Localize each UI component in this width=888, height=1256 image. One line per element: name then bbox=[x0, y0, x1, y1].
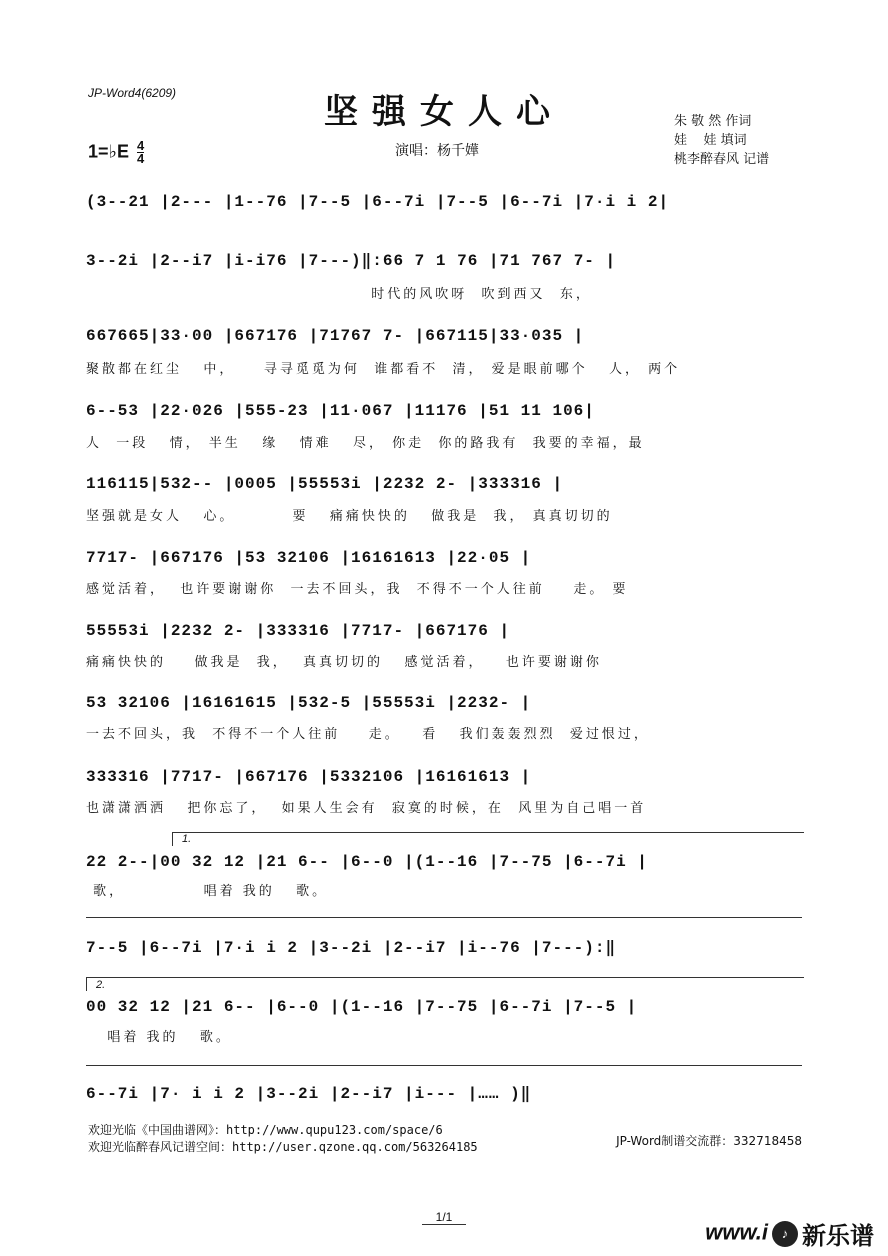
time-signature bbox=[137, 140, 144, 165]
volta-1-label: 1. bbox=[182, 833, 192, 845]
score-line-12: 00 32 12 |21 6-- |6--0 |(1--16 |7--75 |6--7i |7--5 | bbox=[86, 998, 638, 1016]
lyric-line-10: 歌， 唱着 我的 歌。 bbox=[86, 884, 329, 899]
score-line-9: 333316 |7717- |667176 |5332106 |16161613 | bbox=[86, 768, 532, 786]
score-line-5: 116115|532-- |0005 |55553i |2232 2- |333316 | bbox=[86, 475, 564, 493]
volta-2-continuation bbox=[86, 1065, 802, 1066]
lyric-line-8: 一去不回头，我 不得不一个人往前 走。 看 我们轰轰烈烈 爱过恨过， bbox=[86, 727, 650, 742]
footer-link-qzone[interactable]: 欢迎光临醉春风记谱空间：http://user.qzone.qq.com/563264185 bbox=[88, 1140, 478, 1154]
music-disc-icon: ♪ bbox=[772, 1221, 798, 1247]
watermark-brand bbox=[705, 1216, 874, 1251]
brand-prefix: www.i bbox=[705, 1219, 768, 1245]
lyric-line-7: 痛痛快快的 做我是 我， 真真切切的 感觉活着， 也许要谢谢你 bbox=[86, 655, 602, 670]
time-bottom: 4 bbox=[137, 151, 145, 166]
software-tag: JP-Word4(6209) bbox=[88, 86, 177, 100]
key-text: 1=♭E bbox=[88, 141, 130, 162]
volta-2-line bbox=[86, 977, 804, 978]
volta-2-tick bbox=[86, 977, 87, 991]
transcriber-credit: 桃李醉春风 记谱 bbox=[674, 152, 770, 167]
time-top: 4 bbox=[137, 138, 145, 153]
lyric-line-12: 唱着 我的 歌。 bbox=[86, 1030, 232, 1045]
score-line-2: 3--2i |2--i7 |i-i76 |7---)‖:66 7 1 76 |71 767 7- | bbox=[86, 252, 617, 270]
score-line-3: 667665|33·00 |667176 |71767 7- |667115|33·035 | bbox=[86, 327, 585, 345]
lyricist-credit: 朱 敬 然 作词 bbox=[674, 114, 752, 129]
lyric-line-3: 聚散都在红尘 中， 寻寻觅觅为何 谁都看不 清， 爱是眼前哪个 人， 两个 bbox=[86, 362, 681, 377]
song-title: 坚强女人心 bbox=[324, 92, 564, 132]
brand-name: 新乐谱 bbox=[802, 1223, 874, 1250]
lyric-line-6: 感觉活着， 也许要谢谢你 一去不回头，我 不得不一个人往前 走。 要 bbox=[86, 582, 629, 597]
score-line-1: (3--21 |2--- |1--76 |7--5 |6--7i |7--5 |6--7i |7·i i 2| bbox=[86, 193, 670, 211]
score-line-6: 7717- |667176 |53 32106 |16161613 |22·05 | bbox=[86, 549, 532, 567]
footer-links bbox=[88, 1122, 478, 1156]
credits-block bbox=[674, 112, 802, 169]
score-line-10: 22 2--|00 32 12 |21 6-- |6--0 |(1--16 |7--75 |6--7i | bbox=[86, 853, 648, 871]
volta-1-continuation bbox=[86, 917, 802, 918]
lyric-line-5: 坚强就是女人 心。 要 痛痛快快的 做我是 我， 真真切切的 bbox=[86, 509, 613, 524]
score-line-11: 7--5 |6--7i |7·i i 2 |3--2i |2--i7 |i--76 |7---):‖ bbox=[86, 939, 617, 957]
lyric-line-2: 时代的风吹呀 吹到西又 东， bbox=[86, 287, 592, 302]
score-line-4: 6--53 |22·026 |555-23 |11·067 |11176 |51 11 106| bbox=[86, 402, 595, 420]
volta-1-tick bbox=[172, 832, 173, 846]
score-line-13: 6--7i |7· i i 2 |3--2i |2--i7 |i--- |…… )‖ bbox=[86, 1085, 532, 1103]
lyric-line-4: 人 一段 情， 半生 缘 情难 尽， 你走 你的路我有 我要的幸福，最 bbox=[86, 436, 645, 451]
lyric-line-9: 也潇潇洒洒 把你忘了， 如果人生会有 寂寞的时候，在 风里为自己唱一首 bbox=[86, 801, 647, 816]
volta-1-line bbox=[172, 832, 804, 833]
group-info: JP-Word制谱交流群：332718458 bbox=[616, 1134, 802, 1148]
score-line-8: 53 32106 |16161615 |532-5 |55553i |2232- | bbox=[86, 694, 532, 712]
score-line-7: 55553i |2232 2- |333316 |7717- |667176 | bbox=[86, 622, 511, 640]
page-number-text: 1/1 bbox=[422, 1210, 467, 1225]
key-signature bbox=[88, 140, 144, 165]
lyric-adapter-credit: 娃 娃 填词 bbox=[674, 133, 747, 148]
volta-2-label: 2. bbox=[96, 979, 106, 991]
singer-credit: 演唱：杨千嬅 bbox=[395, 143, 479, 159]
footer-link-qupu[interactable]: 欢迎光临《中国曲谱网》：http://www.qupu123.com/space/6 bbox=[88, 1123, 443, 1137]
